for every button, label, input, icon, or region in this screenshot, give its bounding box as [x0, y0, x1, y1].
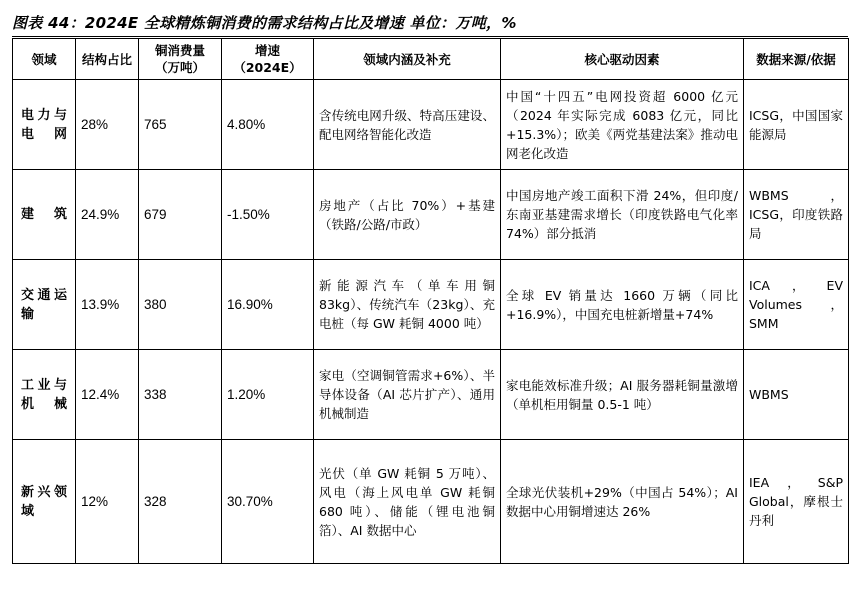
row-scope: 家电（空调铜管需求+6%）、半导体设备（AI 芯片扩产）、通用机械制造 [314, 350, 501, 440]
row-scope: 含传统电网升级、特高压建设、配电网络智能化改造 [314, 80, 501, 170]
row-consumption: 328 [139, 440, 222, 564]
table-row [13, 80, 849, 170]
header-scope: 领域内涵及补充 [314, 39, 501, 80]
header-drivers: 核心驱动因素 [501, 39, 744, 80]
row-growth: 16.90% [222, 260, 314, 350]
table-row [13, 170, 849, 260]
row-field: 新兴领域 [13, 440, 76, 564]
row-growth: 30.70% [222, 440, 314, 564]
table-header-row [13, 39, 849, 80]
row-drivers: 中国房地产竣工面积下滑 24%，但印度/东南亚基建需求增长（印度铁路电气化率 74%）部分抵消 [501, 170, 744, 260]
row-share: 13.9% [76, 260, 139, 350]
row-growth: 4.80% [222, 80, 314, 170]
header-source: 数据来源/依据 [744, 39, 849, 80]
figure-caption: 图表 44：2024E 全球精炼铜消费的需求结构占比及增速 单位：万吨，% [12, 14, 517, 32]
row-source: ICA，EV Volumes，SMM [744, 260, 849, 350]
header-consumption: 铜消费量（万吨） [139, 39, 222, 80]
header-field: 领域 [13, 39, 76, 80]
row-source: ICSG，中国国家能源局 [744, 80, 849, 170]
row-share: 28% [76, 80, 139, 170]
row-field: 工业与机械 [13, 350, 76, 440]
row-consumption: 765 [139, 80, 222, 170]
row-share: 12% [76, 440, 139, 564]
row-drivers: 家电能效标准升级；AI 服务器耗铜量激增（单机柜用铜量 0.5-1 吨） [501, 350, 744, 440]
row-growth: -1.50% [222, 170, 314, 260]
row-share: 12.4% [76, 350, 139, 440]
row-source: IEA，S&P Global，摩根士丹利 [744, 440, 849, 564]
row-scope: 光伏（单 GW 耗铜 5 万吨）、风电（海上风电单 GW 耗铜 680 吨）、储能（锂电池铜箔）、AI 数据中心 [314, 440, 501, 564]
row-field: 交通运输 [13, 260, 76, 350]
table-row [13, 260, 849, 350]
table-row [13, 350, 849, 440]
copper-demand-table [12, 38, 849, 564]
row-consumption: 380 [139, 260, 222, 350]
header-growth: 增速（2024E） [222, 39, 314, 80]
row-field: 建筑 [13, 170, 76, 260]
row-share: 24.9% [76, 170, 139, 260]
row-consumption: 338 [139, 350, 222, 440]
row-drivers: 全球 EV 销量达 1660 万辆（同比+16.9%），中国充电桩新增量+74% [501, 260, 744, 350]
row-consumption: 679 [139, 170, 222, 260]
row-field: 电力与电网 [13, 80, 76, 170]
row-drivers: 全球光伏装机+29%（中国占 54%）；AI 数据中心用铜增速达 26% [501, 440, 744, 564]
row-source: WBMS，ICSG，印度铁路局 [744, 170, 849, 260]
row-growth: 1.20% [222, 350, 314, 440]
row-scope: 新能源汽车（单车用铜 83kg）、传统汽车（23kg）、充电桩（每 GW 耗铜 4000 吨） [314, 260, 501, 350]
table-row [13, 440, 849, 564]
row-scope: 房地产（占比 70%）+基建（铁路/公路/市政） [314, 170, 501, 260]
row-drivers: 中国“十四五”电网投资超 6000 亿元（2024 年实际完成 6083 亿元，同比+15.3%）；欧美《两党基建法案》推动电网老化改造 [501, 80, 744, 170]
row-source: WBMS [744, 350, 849, 440]
header-share: 结构占比 [76, 39, 139, 80]
caption-divider [12, 36, 848, 37]
